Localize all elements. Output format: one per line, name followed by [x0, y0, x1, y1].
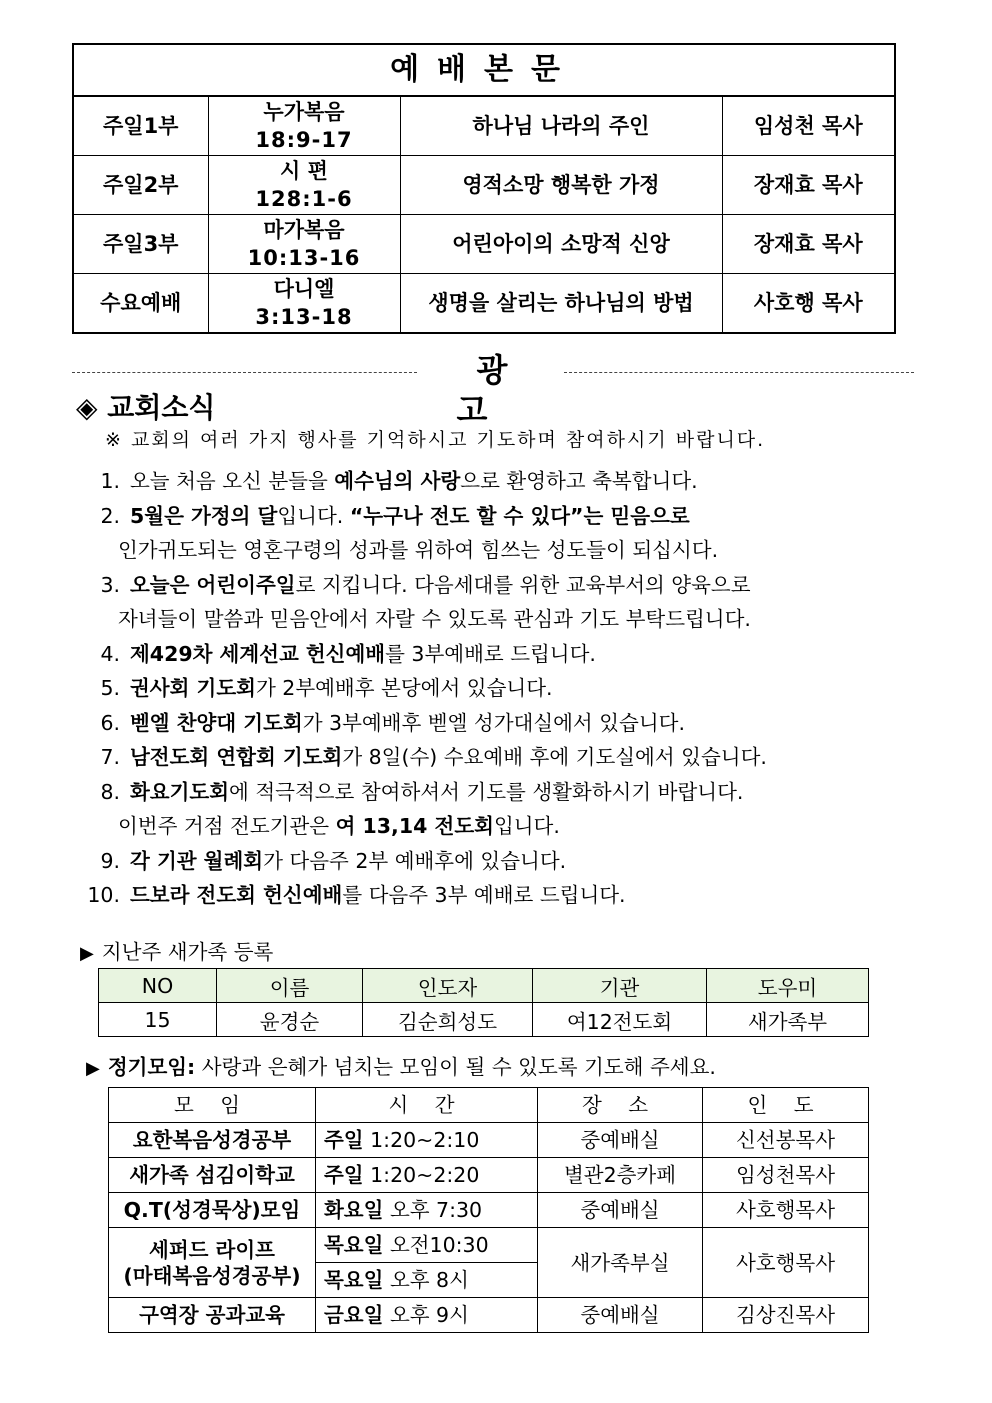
- column-header: 장 소: [538, 1088, 703, 1123]
- newcomer-row: [99, 1003, 869, 1037]
- sermon-title: 어린아이의 소망적 신앙: [400, 215, 722, 274]
- news-item: 9. 각 기관 월례회가 다음주 2부 예배후에 있습니다.: [100, 848, 567, 873]
- table-cell: 15: [99, 1003, 217, 1037]
- column-header: 도우미: [707, 969, 869, 1003]
- meeting-leader: 사호행목사: [703, 1228, 869, 1298]
- news-item: 10. 드보라 전도회 헌신예배를 다음주 3부 예배로 드립니다.: [87, 883, 626, 907]
- table-cell: 윤경순: [217, 1003, 363, 1037]
- newcomer-header-row: [99, 969, 869, 1003]
- news-item-continued: 자녀들이 말씀과 믿음안에서 자랄 수 있도록 관심과 기도 부탁드립니다.: [118, 607, 751, 631]
- table-cell: 김순희성도: [363, 1003, 533, 1037]
- scripture-ref: 시 편 128:1-6: [208, 156, 400, 215]
- column-header: 이름: [217, 969, 363, 1003]
- meeting-name: 세퍼드 라이프 (마태복음성경공부): [109, 1228, 316, 1298]
- news-item: 7. 남전도회 연합회 기도회가 8일(수) 수요예배 후에 기도실에서 있습니다.: [100, 745, 767, 769]
- meeting-row: [109, 1298, 869, 1333]
- dashed-divider: [72, 372, 417, 373]
- meeting-row: [109, 1158, 869, 1193]
- worship-row: [73, 96, 895, 156]
- preacher: 장재효 목사: [722, 156, 895, 215]
- sermon-title: 생명을 살리는 하나님의 방법: [400, 274, 722, 334]
- dashed-divider: [564, 372, 914, 373]
- meeting-row: [109, 1123, 869, 1158]
- news-item: 6. 벧엘 찬양대 기도회가 3부예배후 벧엘 성가대실에서 있습니다.: [100, 710, 685, 735]
- meeting-time: 화요일 오후 7:30: [316, 1193, 538, 1228]
- column-header: 인 도: [703, 1088, 869, 1123]
- sermon-title: 하나님 나라의 주인: [400, 96, 722, 156]
- column-header: 시 간: [316, 1088, 538, 1123]
- triangle-icon: ▶: [86, 1058, 100, 1079]
- service-name: 수요예배: [73, 274, 208, 334]
- news-item: 2. 5월은 가정의 달입니다. “누구나 전도 할 수 있다”는 믿음으로: [100, 503, 690, 528]
- meeting-leader: 김상진목사: [703, 1298, 869, 1333]
- service-name: 주일1부: [73, 96, 208, 156]
- worship-title: 예배본문: [73, 44, 895, 96]
- scripture-ref: 다니엘 3:13-18: [208, 274, 400, 334]
- meeting-place: 중예배실: [538, 1123, 703, 1158]
- sermon-title: 영적소망 행복한 가정: [400, 156, 722, 215]
- meetings-table: [108, 1087, 869, 1333]
- news-item: 1. 오늘 처음 오신 분들을 예수님의 사랑으로 환영하고 축복합니다.: [100, 469, 698, 493]
- news-item: 3. 오늘은 어린이주일로 지킵니다. 다음세대를 위한 교육부서의 양육으로: [100, 572, 751, 597]
- meeting-leader: 임성천목사: [703, 1158, 869, 1193]
- table-cell: 여12전도회: [533, 1003, 707, 1037]
- worship-row: [73, 215, 895, 274]
- news-item: 5. 권사회 기도회가 2부예배후 본당에서 있습니다.: [100, 676, 553, 700]
- meeting-name: Q.T(성경묵상)모임: [109, 1193, 316, 1228]
- worship-row: [73, 156, 895, 215]
- meeting-time: 목요일 오후 8시: [316, 1263, 538, 1298]
- meeting-time: 금요일 오후 9시: [316, 1298, 538, 1333]
- news-item-continued: 인가귀도되는 영혼구령의 성과를 위하여 힘쓰는 성도들이 되십시다.: [118, 538, 719, 562]
- meeting-row: [109, 1193, 869, 1228]
- meeting-place: 새가족부실: [538, 1228, 703, 1298]
- meeting-time: 주일 1:20~2:10: [316, 1123, 538, 1158]
- preacher: 사호행 목사: [722, 274, 895, 334]
- church-news-title: ◈ 교회소식: [76, 391, 216, 424]
- news-item: 8. 화요기도회에 적극적으로 참여하셔서 기도를 생활화하시기 바랍니다.: [100, 779, 744, 804]
- meetings-heading: ▶ 정기모임: 사랑과 은혜가 넘치는 모임이 될 수 있도록 기도해 주세요.: [86, 1055, 716, 1079]
- worship-table: [72, 43, 896, 334]
- preacher: 임성천 목사: [722, 96, 895, 156]
- meeting-row: [109, 1228, 869, 1263]
- meeting-time: 목요일 오전10:30: [316, 1228, 538, 1263]
- church-news-note: ※ 교회의 여러 가지 행사를 기억하시고 기도하며 참여하시기 바랍니다.: [105, 429, 766, 451]
- preacher: 장재효 목사: [722, 215, 895, 274]
- meeting-name: 구역장 공과교육: [109, 1298, 316, 1333]
- column-header: 인도자: [363, 969, 533, 1003]
- triangle-icon: ▶: [80, 943, 94, 964]
- service-name: 주일2부: [73, 156, 208, 215]
- table-cell: 새가족부: [707, 1003, 869, 1037]
- meeting-place: 별관2층카페: [538, 1158, 703, 1193]
- meeting-time: 주일 1:20~2:20: [316, 1158, 538, 1193]
- service-name: 주일3부: [73, 215, 208, 274]
- column-header: 기관: [533, 969, 707, 1003]
- scripture-ref: 마가복음 10:13-16: [208, 215, 400, 274]
- news-item-continued: 이번주 거점 전도기관은 여 13,14 전도회입니다.: [118, 814, 560, 838]
- meeting-name: 새가족 섬김이학교: [109, 1158, 316, 1193]
- news-item: 4. 제429차 세계선교 헌신예배를 3부예배로 드립니다.: [100, 641, 596, 666]
- meeting-place: 중예배실: [538, 1298, 703, 1333]
- column-header: 모 임: [109, 1088, 316, 1123]
- worship-row: [73, 274, 895, 334]
- meeting-leader: 사호행목사: [703, 1193, 869, 1228]
- scripture-ref: 누가복음 18:9-17: [208, 96, 400, 156]
- meetings-header-row: [109, 1088, 869, 1123]
- announcement-title: 광고: [456, 351, 548, 429]
- meeting-leader: 신선봉목사: [703, 1123, 869, 1158]
- news-list: [72, 466, 932, 915]
- column-header: NO: [99, 969, 217, 1003]
- newcomer-heading: ▶ 지난주 새가족 등록: [80, 940, 274, 964]
- meeting-name: 요한복음성경공부: [109, 1123, 316, 1158]
- meeting-place: 중예배실: [538, 1193, 703, 1228]
- newcomer-table: [98, 968, 869, 1037]
